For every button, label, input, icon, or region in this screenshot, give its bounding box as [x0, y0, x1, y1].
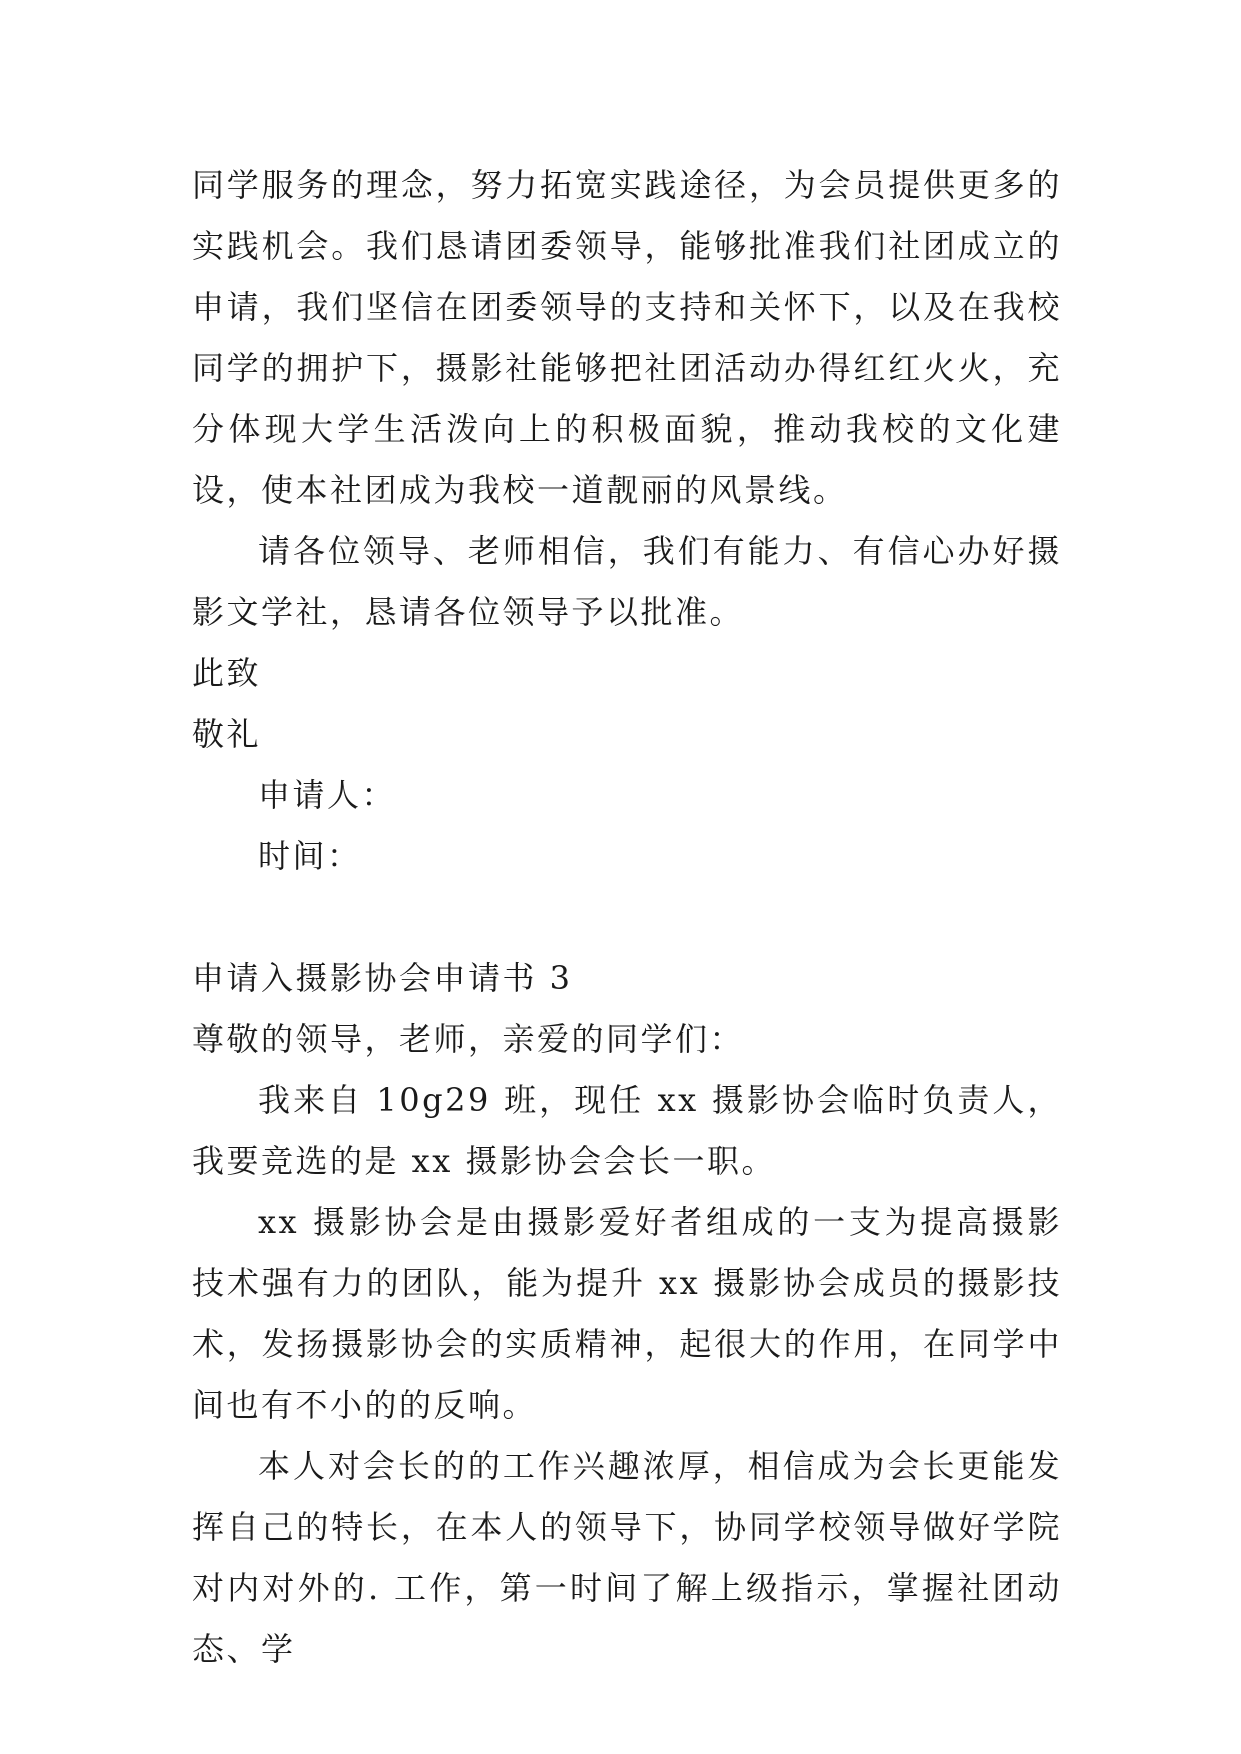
paragraph-3: 我来自 10g29 班，现任 xx 摄影协会临时负责人，我要竞选的是 xx 摄影协会会长一职。 — [192, 1081, 1062, 1180]
closing-line-2: 敬礼 — [192, 715, 262, 753]
paragraph-4: xx 摄影协会是由摄影爱好者组成的一支为提高摄影技术强有力的团队，能为提升 xx 摄影协会成员的摄影技术，发扬摄影协会的实质精神，起很大的作用，在同学中间也有不小的的反响。 — [192, 1203, 1062, 1424]
salutation: 尊敬的领导，老师，亲爱的同学们： — [192, 1020, 745, 1058]
paragraph-1: 同学服务的理念，努力拓宽实践途径，为会员提供更多的实践机会。我们恳请团委领导，能够批准我们社团成立的申请，我们坚信在团委领导的支持和关怀下，以及在我校同学的拥护下，摄影社能够把社团活动办得红红火火，充分体现大学生活泼向上的积极面貌，推动我校的文化建设，使本社团成为我校一道靓丽的风景线。 — [192, 166, 1062, 509]
section-title: 申请入摄影协会申请书 3 — [192, 959, 573, 997]
document-body — [192, 155, 1062, 1680]
paragraph-5: 本人对会长的的工作兴趣浓厚，相信成为会长更能发挥自己的特长，在本人的领导下，协同学校领导做好学院对内对外的. 工作，第一时间了解上级指示，掌握社团动态、学 — [192, 1447, 1062, 1668]
paragraph-2: 请各位领导、老师相信，我们有能力、有信心办好摄影文学社，恳请各位领导予以批准。 — [192, 532, 1062, 631]
applicant-label: 申请人： — [258, 776, 397, 814]
time-label: 时间： — [258, 837, 362, 875]
section-spacer — [192, 887, 1062, 948]
closing-line-1: 此致 — [192, 654, 262, 692]
